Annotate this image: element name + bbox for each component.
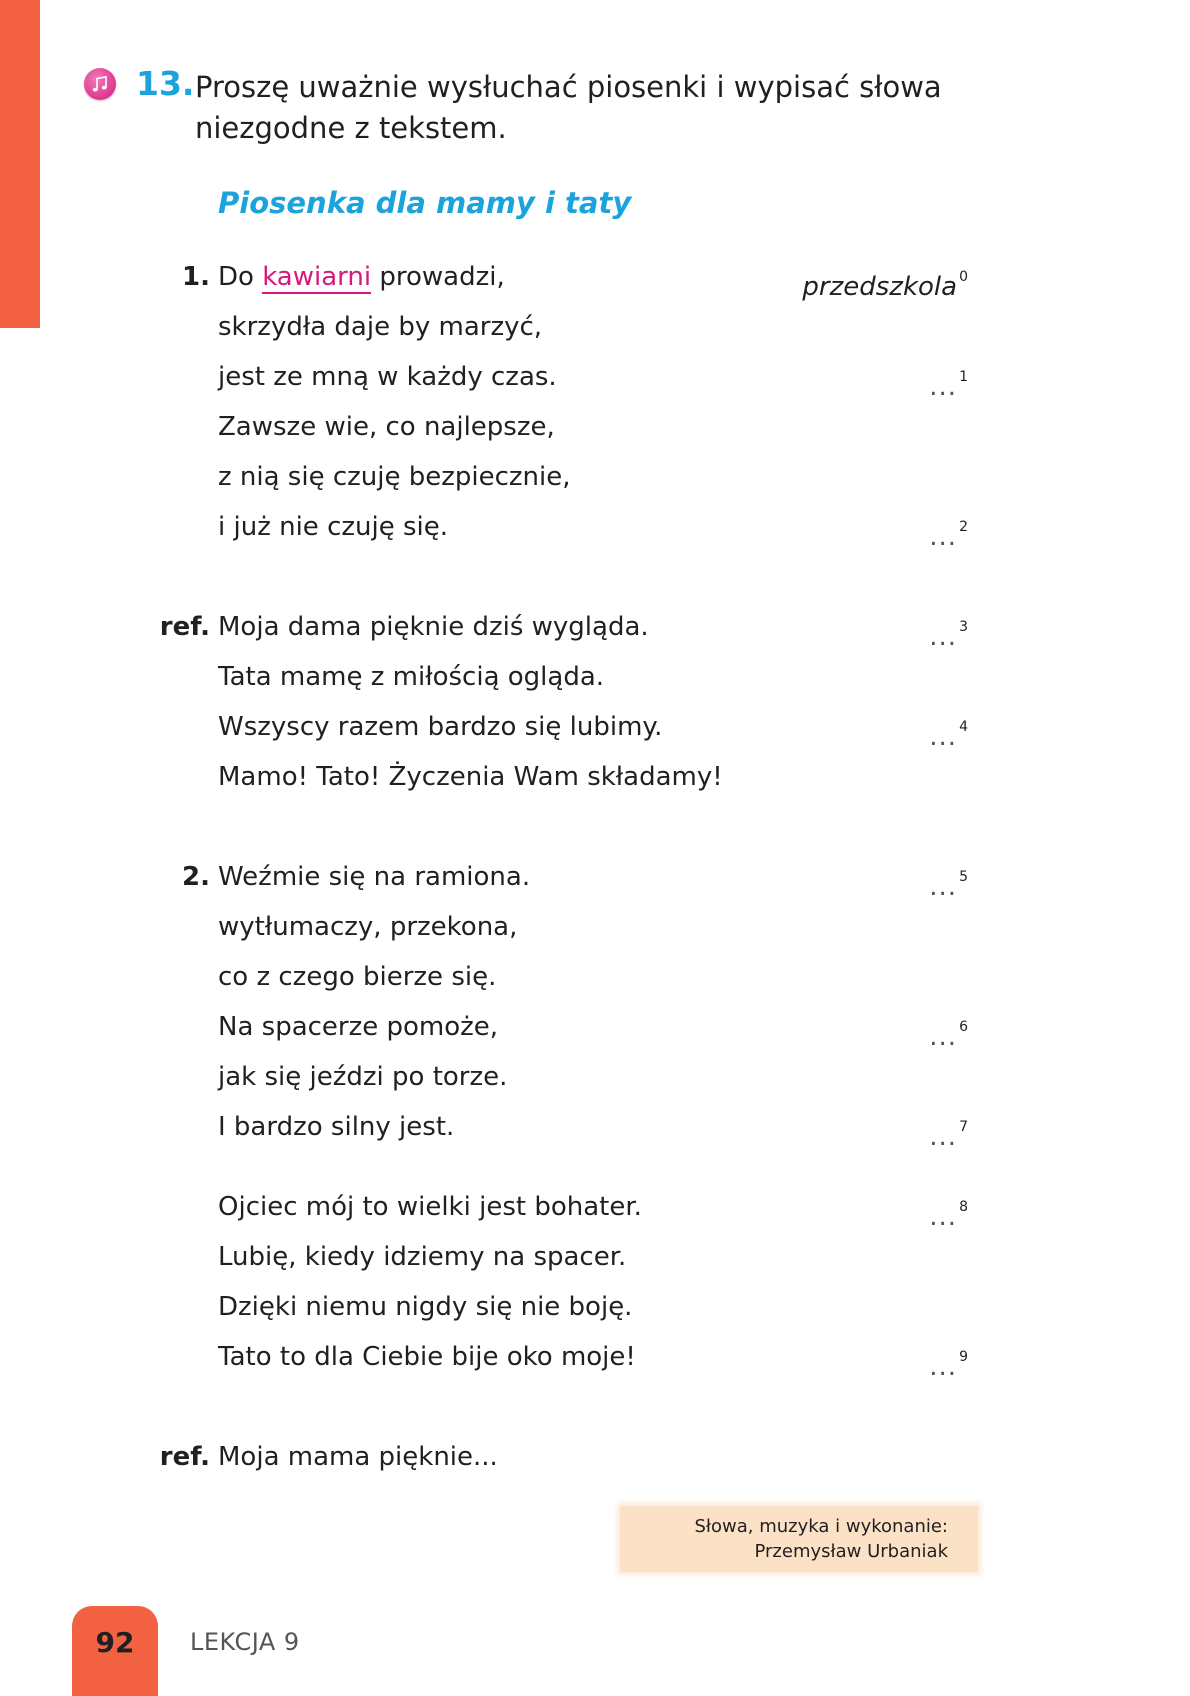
task-instruction: Proszę uważnie wysłuchać piosenki i wypisać słowa niezgodne z tekstem. (195, 70, 942, 145)
refrain-marker: ref. (159, 612, 210, 642)
answer-blank: ... (929, 1122, 958, 1152)
lyric-line: i już nie czuję się. (218, 512, 449, 542)
answer-blank: ... (929, 622, 958, 652)
answer-example-text: przedszkola (802, 272, 958, 302)
answer-blank: ... (929, 872, 958, 902)
answer-index: 7 (959, 1119, 968, 1135)
answer-index: 1 (959, 369, 968, 385)
answer-blank-6[interactable] (929, 1010, 968, 1054)
lyric-line: Moja mama pięknie... (218, 1442, 498, 1472)
verse-1-marker: 1. (182, 262, 210, 292)
answer-index: 3 (959, 619, 968, 635)
answer-index: 0 (959, 269, 968, 285)
answer-index: 5 (959, 869, 968, 885)
page-number: 92 (95, 1626, 135, 1659)
lyric-line: Moja dama pięknie dziś wygląda. (218, 612, 649, 642)
task-number: 13. (136, 64, 195, 103)
lyric-line: Wszyscy razem bardzo się lubimy. (218, 712, 663, 742)
lyric-line: jest ze mną w każdy czas. (218, 362, 557, 392)
lyric-line: Ojciec mój to wielki jest bohater. (218, 1192, 642, 1222)
highlighted-word: kawiarni (262, 262, 372, 292)
refrain-marker: ref. (159, 1442, 210, 1472)
music-note-icon[interactable] (84, 68, 116, 100)
answer-blank-4[interactable] (929, 710, 968, 754)
lyric-line: wytłumaczy, przekona, (218, 912, 518, 942)
lyric-line: Tato to dla Ciebie bije oko moje! (218, 1342, 636, 1372)
credits-author: Przemysław Urbaniak (754, 1541, 948, 1562)
lyric-line: Mamo! Tato! Życzenia Wam składamy! (218, 762, 723, 792)
answer-blank: ... (929, 1022, 958, 1052)
answer-blank-9[interactable] (929, 1340, 968, 1384)
answer-index: 6 (959, 1019, 968, 1035)
answer-blank: ... (929, 522, 958, 552)
lyric-line (218, 260, 505, 294)
lyric-line: jak się jeździ po torze. (218, 1062, 508, 1092)
credits-line: Słowa, muzyka i wykonanie: (694, 1516, 948, 1537)
answer-example (802, 260, 968, 304)
answer-blank: ... (929, 1352, 958, 1382)
lyric-line: z nią się czuję bezpiecznie, (218, 462, 571, 492)
answer-blank: ... (929, 1202, 958, 1232)
lyric-line: Na spacerze pomoże, (218, 1012, 499, 1042)
lyric-line: Zawsze wie, co najlepsze, (218, 412, 555, 442)
lyric-line: Tata mamę z miłością ogląda. (218, 662, 605, 692)
verse-2-marker: 2. (182, 862, 210, 892)
answer-blank-5[interactable] (929, 860, 968, 904)
answer-index: 2 (959, 519, 968, 535)
lyric-line: co z czego bierze się. (218, 962, 497, 992)
answer-blank-1[interactable] (929, 360, 968, 404)
answer-blank-3[interactable] (929, 610, 968, 654)
song-title: Piosenka dla mamy i taty (218, 186, 632, 220)
answer-index: 4 (959, 719, 968, 735)
answer-index: 8 (959, 1199, 968, 1215)
answer-blank: ... (929, 722, 958, 752)
lyric-line: skrzydła daje by marzyć, (218, 312, 543, 342)
answer-blank-2[interactable] (929, 510, 968, 554)
answer-index: 9 (959, 1349, 968, 1365)
lyric-text: Do (218, 262, 263, 292)
answer-blank: ... (929, 372, 958, 402)
lyric-line: Lubię, kiedy idziemy na spacer. (218, 1242, 627, 1272)
side-color-bar (0, 0, 40, 328)
lyric-text: prowadzi, (371, 262, 505, 292)
song-credits (620, 1506, 978, 1572)
music-note-glyph (91, 75, 109, 93)
lyric-line: Weźmie się na ramiona. (218, 862, 531, 892)
lesson-label: LEKCJA 9 (190, 1628, 300, 1656)
lyric-line: Dzięki niemu nigdy się nie boję. (218, 1292, 633, 1322)
answer-blank-8[interactable] (929, 1190, 968, 1234)
answer-blank-7[interactable] (929, 1110, 968, 1154)
lyric-line: I bardzo silny jest. (218, 1112, 455, 1142)
